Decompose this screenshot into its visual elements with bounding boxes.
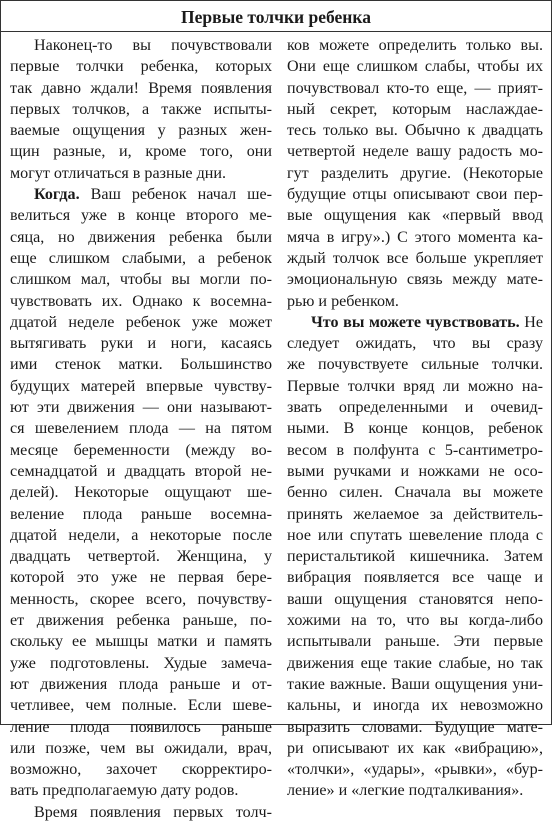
line-text: семнадцатой и двадцать второй не-	[10, 462, 272, 480]
text-line	[10, 354, 272, 375]
text-line	[287, 35, 543, 56]
text-line	[287, 738, 543, 759]
line-text: ют эти движения — они называют-	[10, 399, 272, 417]
line-text: Они еще слишком слабы, чтобы их	[287, 58, 543, 76]
line-text: мяча в игру».) С этого момента ка-	[287, 228, 543, 246]
line-text: еще слишком слабыми, а ребенок	[10, 249, 272, 267]
text-line	[10, 291, 272, 312]
line-text: гут разделить другие. (Некоторые	[287, 164, 543, 182]
text-line	[10, 802, 272, 823]
text-line	[287, 610, 543, 631]
line-text: четливее, чем полные. Если шеве-	[10, 697, 272, 715]
line-text: дцатой недели, а некоторые после	[10, 526, 272, 544]
section-lead: Что вы можете чувствовать.	[311, 313, 520, 331]
line-text: или позже, чем вы ожидали, врач,	[10, 739, 272, 757]
line-text: ими стенок матки. Большинство	[10, 356, 272, 374]
line-text: ный секрет, которым наслаждае-	[287, 100, 543, 118]
line-text: вать предполагаемую дату родов.	[10, 782, 239, 800]
text-line	[10, 589, 272, 610]
right-text-column	[287, 35, 543, 802]
line-text: выразить словами. Будущие мате-	[287, 718, 543, 736]
line-text: звать определенными и очевид-	[287, 399, 543, 417]
line-text: тесь только вы. Обычно к двадцать	[287, 122, 543, 140]
line-text: вытягивать руки и ноги, касаясь	[10, 335, 272, 353]
text-line	[10, 120, 272, 141]
line-text: четвертой неделе вашу радость мо-	[287, 143, 543, 161]
text-line	[10, 546, 272, 567]
line-text: ют движения плода раньше и от-	[10, 675, 272, 693]
line-text: так давно ждали! Время появления	[10, 79, 272, 97]
line-text: ри описывают их как «вибрацию»,	[287, 739, 543, 757]
text-line	[287, 674, 543, 695]
text-line	[287, 418, 543, 439]
left-text-column	[10, 35, 272, 823]
text-line	[287, 184, 543, 205]
line-text: возможно, захочет скорректиро-	[10, 761, 272, 779]
text-line	[10, 56, 272, 77]
text-line	[287, 695, 543, 716]
text-line	[287, 461, 543, 482]
text-line	[10, 397, 272, 418]
line-text: рью и ребенком.	[287, 292, 399, 310]
line-text: уже подготовлены. Худые замеча-	[10, 654, 272, 672]
text-line	[10, 248, 272, 269]
line-text: следует ожидать, что вы сразу	[287, 335, 543, 353]
line-text: первых толчков, а также испыты-	[10, 100, 272, 118]
line-text: чувствовать их. Однако к восемна-	[10, 292, 272, 310]
line-text: Наконец-то вы почувствовали	[34, 37, 272, 54]
text-line	[287, 333, 543, 354]
text-line	[10, 738, 272, 759]
line-text: принять желаемое за действитель-	[287, 505, 543, 523]
section-lead: Когда.	[34, 186, 80, 204]
line-text: слишком мал, чтобы вы могли по-	[10, 271, 272, 289]
text-line	[10, 504, 272, 525]
text-line	[287, 248, 543, 269]
line-text: ждый толчок все больше укрепляет	[287, 249, 543, 267]
text-line	[10, 205, 272, 226]
text-line	[287, 546, 543, 567]
line-text: дцатой неделе ребенок уже может	[10, 313, 272, 331]
line-text: ков можете определить только вы.	[287, 37, 543, 54]
text-line	[287, 78, 543, 99]
text-line	[10, 482, 272, 503]
line-text: Ваш ребенок начал ше-	[79, 186, 272, 204]
line-text: щин разные, и, кроме того, они	[10, 143, 272, 161]
text-line	[287, 291, 543, 312]
line-text: Не	[519, 313, 543, 331]
line-text: почувствовал кто-то еще, — прият-	[287, 79, 543, 97]
line-text: будущие отцы описывают свои пер-	[287, 186, 543, 204]
line-text: ся шевелением плода — на пятом	[10, 420, 272, 438]
text-line	[287, 567, 543, 588]
text-line	[287, 525, 543, 546]
line-text: весом в полфунта с 5-сантиметро-	[287, 441, 543, 459]
text-line	[10, 269, 272, 290]
text-line	[10, 759, 272, 780]
text-line	[287, 120, 543, 141]
line-text: ваемые ощущения у разных жен-	[10, 122, 272, 140]
line-text: вибрация появляется все чаще и	[287, 569, 543, 587]
text-line	[10, 440, 272, 461]
text-line	[287, 376, 543, 397]
line-text: могут отличаться в разные дни.	[10, 164, 227, 182]
line-text: которой это уже не первая бере-	[10, 569, 272, 587]
text-line	[287, 99, 543, 120]
text-line	[10, 376, 272, 397]
text-line	[10, 312, 272, 333]
text-line	[287, 482, 543, 503]
text-line	[10, 333, 272, 354]
line-text: выми ручками и ножками не осо-	[287, 462, 543, 480]
text-line	[287, 504, 543, 525]
line-text: же почувствуете сильные толчки.	[287, 356, 543, 374]
text-line	[287, 56, 543, 77]
text-line	[10, 35, 272, 56]
text-line	[10, 141, 272, 162]
line-text: месяце беременности (между во-	[10, 441, 272, 459]
line-text: двадцать четвертой. Женщина, у	[10, 548, 272, 566]
text-line	[10, 653, 272, 674]
text-line	[10, 610, 272, 631]
text-line	[10, 780, 272, 801]
text-line	[287, 440, 543, 461]
text-line	[287, 780, 543, 801]
line-text: бенно силен. Сначала вы можете	[287, 484, 543, 502]
text-line	[10, 78, 272, 99]
line-text: будущих матерей впервые чувству-	[10, 377, 272, 395]
text-line	[287, 397, 543, 418]
text-line	[10, 163, 272, 184]
text-line	[10, 695, 272, 716]
text-line	[287, 653, 543, 674]
text-line	[10, 631, 272, 652]
text-line	[287, 631, 543, 652]
text-line	[10, 184, 272, 205]
line-text: перистальтикой кишечника. Затем	[287, 548, 543, 566]
line-text: испытывали раньше. Эти первые	[287, 633, 543, 651]
line-text: первые толчки ребенка, которых	[10, 58, 272, 76]
line-text: движения еще такие слабые, но так	[287, 654, 543, 672]
text-line	[10, 227, 272, 248]
text-line	[10, 99, 272, 120]
text-line	[10, 717, 272, 738]
line-text: хожими на то, что вы когда-либо	[287, 612, 543, 630]
line-text: эмоциональную связь между мате-	[287, 271, 543, 289]
text-line	[287, 759, 543, 780]
line-text: такие важные. Ваши ощущения уни-	[287, 675, 543, 693]
text-line	[287, 312, 543, 333]
text-line	[10, 418, 272, 439]
line-text: веление плода раньше восемна-	[10, 505, 272, 523]
text-line	[287, 717, 543, 738]
text-line	[287, 205, 543, 226]
text-line	[10, 674, 272, 695]
line-text: ное или спутать шевеление плода с	[287, 526, 543, 544]
line-text: ление плода появилось раньше	[10, 718, 272, 736]
line-text: менность, скорее всего, почувству-	[10, 590, 272, 608]
text-line	[10, 567, 272, 588]
line-text: Первые толчки вряд ли можно на-	[287, 377, 543, 395]
text-line	[287, 589, 543, 610]
text-line	[287, 141, 543, 162]
line-text: кальны, и иногда их невозможно	[287, 697, 543, 715]
line-text: велиться уже в конце второго ме-	[10, 207, 272, 225]
line-text: Время появления первых толч-	[34, 803, 272, 821]
title-divider	[1, 31, 551, 32]
line-text: ет движения ребенка раньше, по-	[10, 612, 272, 630]
line-text: вые ощущения как «первый ввод	[287, 207, 543, 225]
line-text: делей). Некоторые ощущают ше-	[10, 484, 272, 502]
line-text: сяца, но движения ребенка были	[10, 228, 272, 246]
text-line	[287, 163, 543, 184]
line-text: скольку ее мышцы матки и память	[10, 633, 272, 651]
article-title: Первые толчки ребенка	[181, 7, 371, 27]
text-line	[10, 461, 272, 482]
text-line	[10, 525, 272, 546]
text-line	[287, 354, 543, 375]
text-line	[287, 227, 543, 248]
text-line	[287, 269, 543, 290]
line-text: ваши ощущения становятся непо-	[287, 590, 543, 608]
line-text: «толчки», «удары», «рывки», «бур-	[287, 761, 543, 779]
line-text: ными. В конце концов, ребенок	[287, 420, 543, 438]
line-text: ление» и «легкие подталкивания».	[287, 782, 524, 800]
